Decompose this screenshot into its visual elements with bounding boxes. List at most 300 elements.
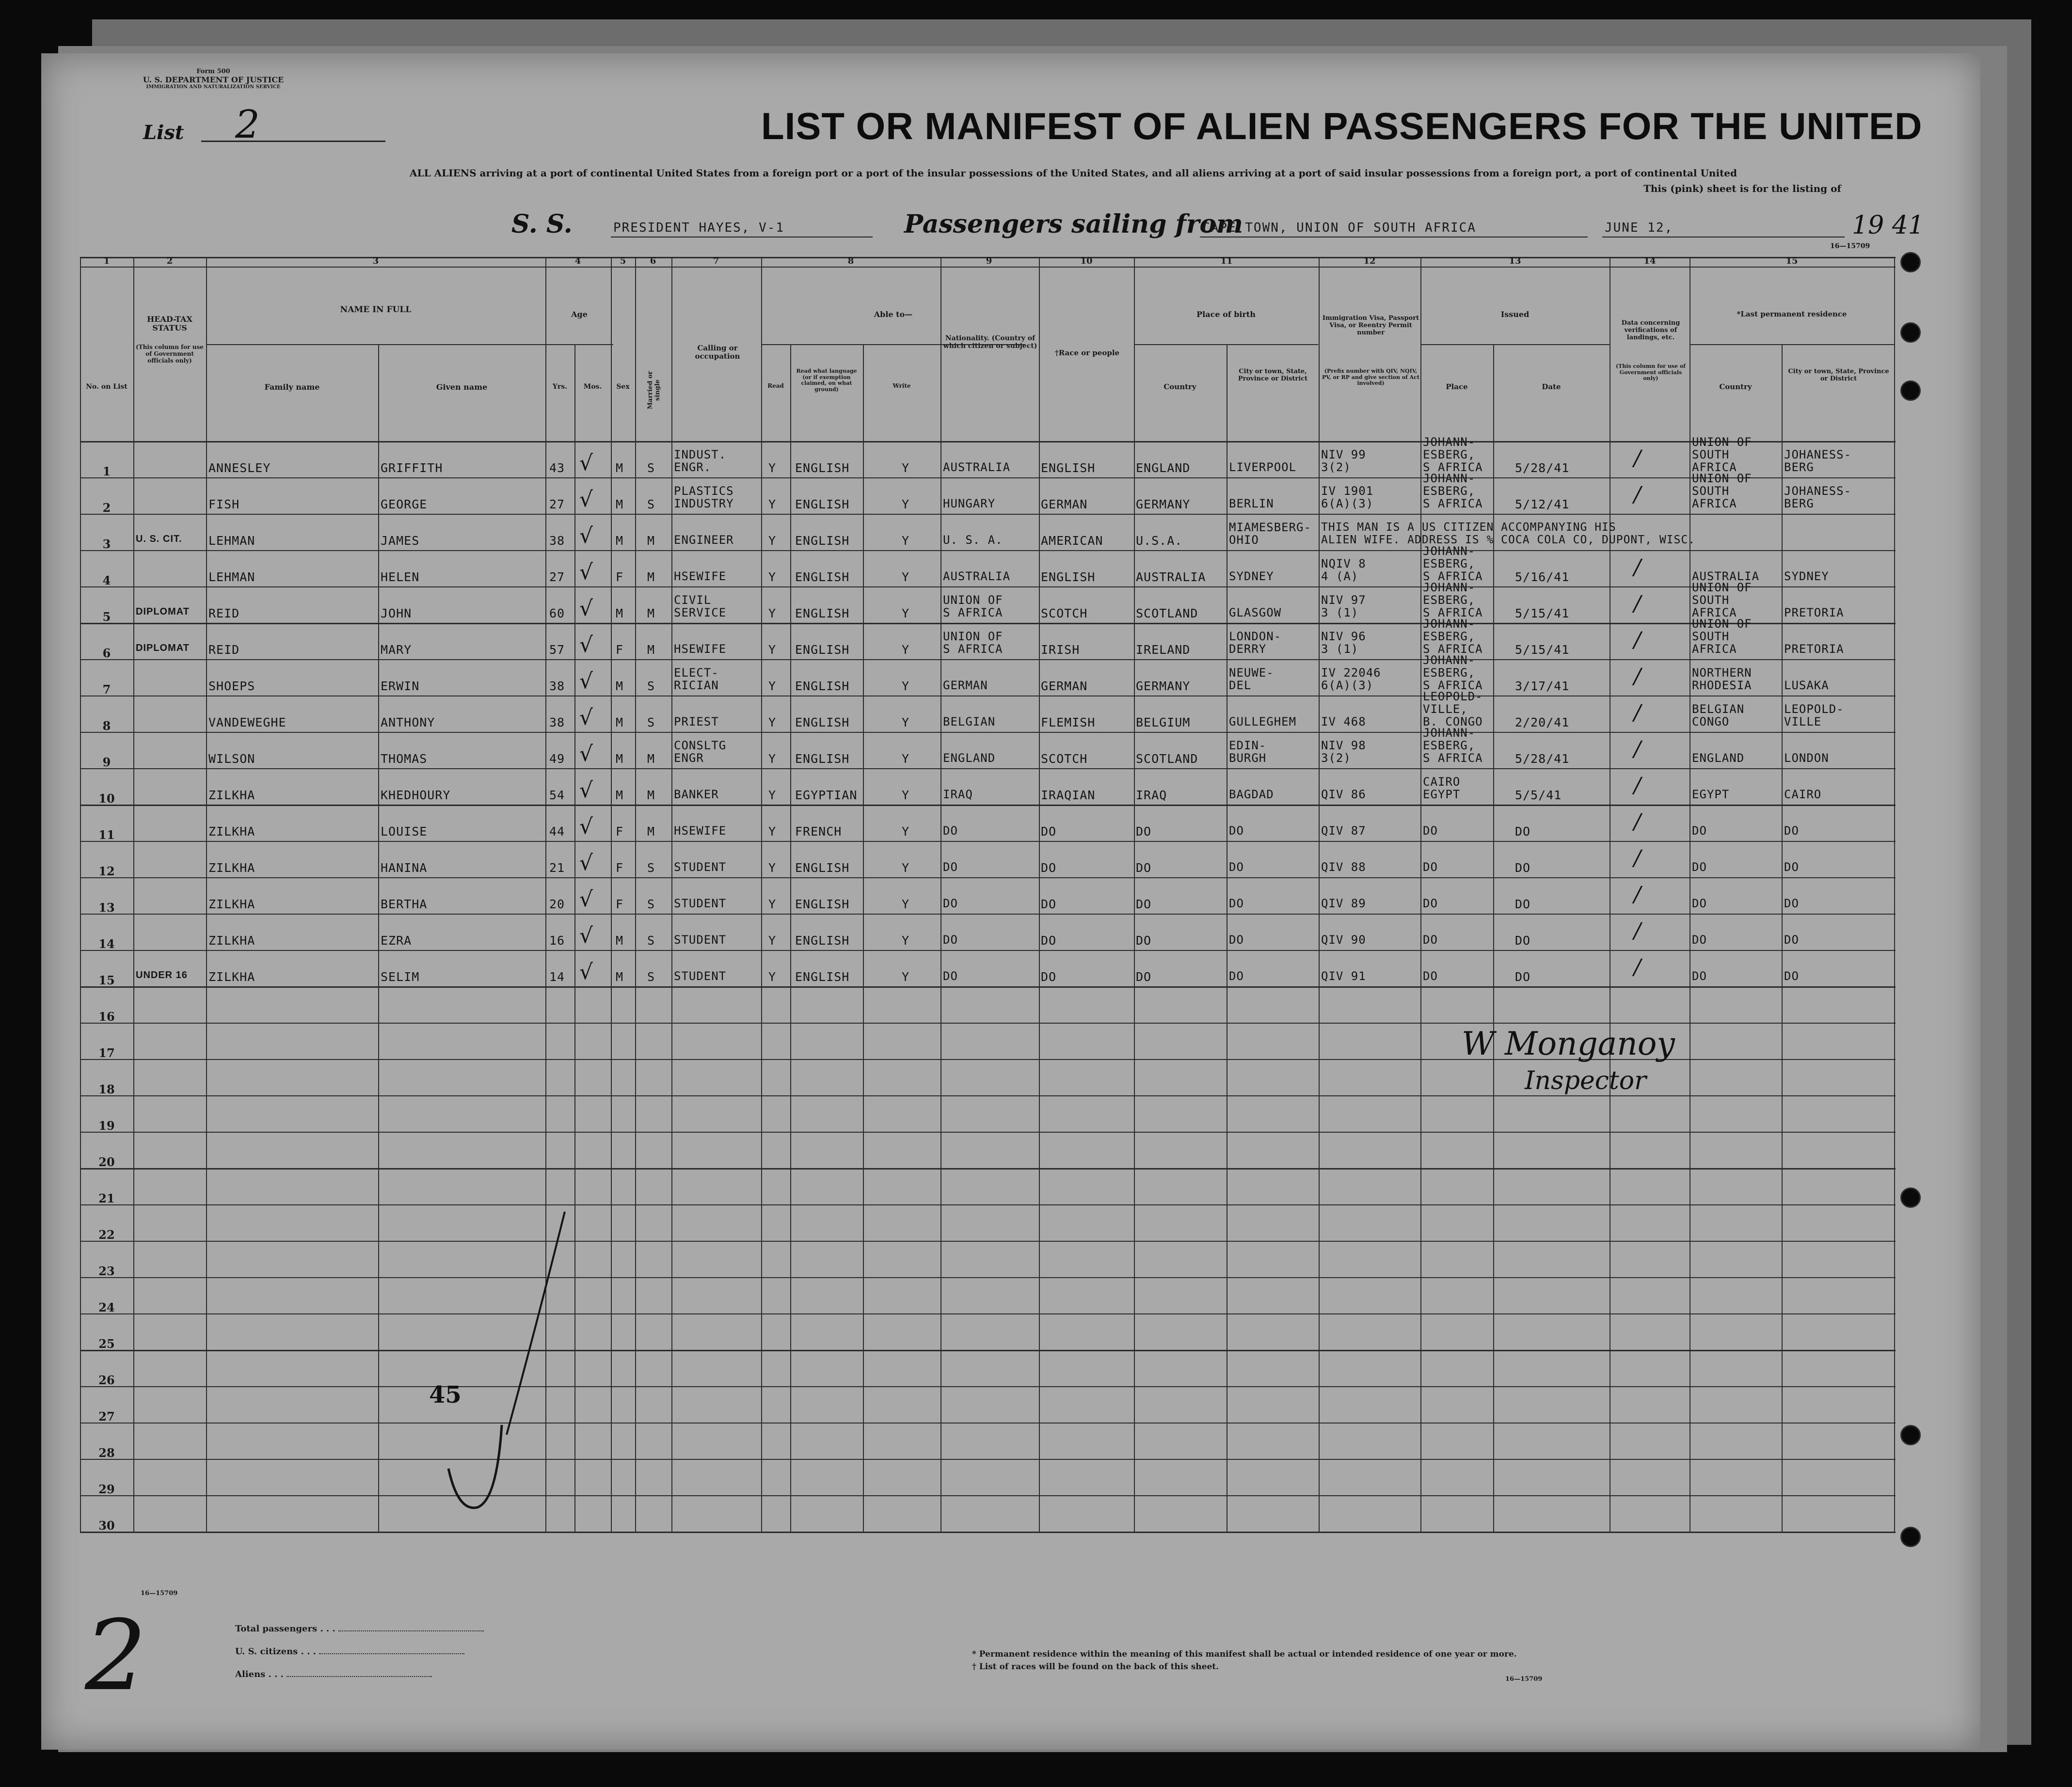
binder-hole (1900, 1425, 1921, 1445)
family-name: ZILKHA (208, 897, 255, 911)
row-divider (80, 877, 1896, 878)
row-number: 5 (102, 610, 111, 624)
column-number: 13 (1509, 256, 1521, 266)
row-number: 28 (98, 1446, 115, 1460)
binder-hole (1900, 380, 1921, 401)
issued-place: DO (1423, 969, 1438, 983)
column-divider (940, 257, 941, 1532)
birth-city: NEUWE- DEL (1229, 666, 1274, 692)
row-divider (80, 1168, 1896, 1170)
family-name: FISH (208, 497, 240, 511)
subcolumn-divider (378, 344, 379, 1532)
column-number: 3 (372, 256, 379, 266)
marital-status: M (647, 788, 655, 802)
race: DO (1041, 824, 1057, 838)
given-name: THOMAS (381, 752, 428, 766)
check-mark-icon: √ (579, 851, 593, 875)
header-no-on-list: No. on List (86, 383, 128, 391)
row-divider (80, 1313, 1896, 1314)
row-divider (80, 1023, 1896, 1024)
form-code-left: 16—15709 (141, 1590, 178, 1597)
family-name: ZILKHA (208, 861, 255, 875)
residence-country: DO (1692, 897, 1707, 910)
visa-number: QIV 91 (1321, 969, 1366, 983)
marital-status: M (647, 534, 655, 548)
row-divider (80, 950, 1896, 951)
given-name: BERTHA (381, 897, 428, 911)
nationality: AUSTRALIA (943, 460, 1011, 474)
family-name: ZILKHA (208, 933, 255, 948)
read-language: ENGLISH (795, 970, 850, 984)
sex: M (616, 933, 624, 948)
binder-hole (1900, 252, 1921, 272)
column-number: 2 (166, 256, 173, 266)
read-language: ENGLISH (795, 897, 850, 911)
check-mark-icon: / (1634, 700, 1641, 725)
can-read: Y (768, 824, 777, 838)
marital-status: M (647, 752, 655, 766)
header-visa: Immigration Visa, Passport Visa, or Reentry Permit number (1322, 315, 1419, 336)
read-language: ENGLISH (795, 933, 850, 948)
row-number: 21 (98, 1191, 115, 1205)
row-number: 24 (98, 1300, 115, 1314)
marital-status: S (647, 970, 655, 984)
issued-place: DO (1423, 897, 1438, 910)
read-language: ENGLISH (795, 861, 850, 875)
column-number-divider (80, 267, 1896, 268)
header-married: Married or single (647, 371, 661, 410)
issued-date: 5/15/41 (1515, 643, 1570, 657)
birth-country: AUSTRALIA (1136, 570, 1206, 584)
issued-place: JOHANN- ESBERG, S AFRICA (1423, 581, 1483, 619)
check-mark-icon: / (1634, 555, 1641, 580)
issued-date: 5/12/41 (1515, 497, 1570, 511)
visa-number: NIV 96 3 (1) (1321, 630, 1366, 656)
inspector-signature: W Monganoy (1462, 1025, 1675, 1062)
can-read: Y (768, 897, 777, 911)
can-write: Y (902, 534, 910, 548)
sex: M (616, 461, 624, 475)
birth-city: BERLIN (1229, 497, 1274, 510)
header-race: †Race or people (1054, 348, 1120, 357)
birth-country: SCOTLAND (1136, 752, 1198, 766)
row-divider (80, 732, 1896, 733)
ship-name: PRESIDENT HAYES, V-1 (613, 221, 785, 235)
row-divider (80, 1495, 1896, 1496)
column-number: 15 (1785, 256, 1798, 266)
visa-number: QIV 90 (1321, 933, 1366, 947)
sex: F (616, 897, 624, 911)
age-years: 57 (549, 643, 565, 657)
form-code-top: 16—15709 (1830, 242, 1870, 250)
sex: F (616, 643, 624, 657)
column-divider (1039, 257, 1040, 1532)
column-number: 1 (103, 256, 110, 266)
issued-place: DO (1423, 933, 1438, 947)
age-subheader-line (545, 344, 613, 345)
read-language: ENGLISH (795, 715, 850, 729)
header-mos: Mos. (583, 383, 602, 391)
given-name: ERWIN (381, 679, 420, 693)
row-number: 14 (98, 937, 115, 951)
totals-block (235, 1624, 484, 1692)
family-name: ZILKHA (208, 970, 255, 984)
birth-city: LIVERPOOL (1229, 460, 1297, 474)
check-mark-icon: / (1634, 664, 1641, 689)
can-write: Y (902, 570, 910, 584)
row-number: 17 (98, 1046, 115, 1060)
issued-date: DO (1515, 824, 1531, 838)
occupation: CONSLTG ENGR (674, 739, 727, 765)
visa-number: THIS MAN IS A US CITIZEN ACCOMPANYING HIS ALIEN WIFE. ADDRESS IS % COCA COLA CO, DUPONT, WISC. (1321, 521, 1696, 546)
residence-city: DO (1784, 860, 1799, 874)
visa-number: IV 1901 6(A)(3) (1321, 484, 1374, 510)
column-number: 5 (620, 256, 626, 266)
column-divider (80, 257, 81, 1532)
race: DO (1041, 933, 1057, 948)
age-years: 60 (549, 606, 565, 620)
family-name: WILSON (208, 752, 255, 766)
marital-status: M (647, 570, 655, 584)
row-number: 7 (102, 682, 111, 696)
row-number: 2 (102, 501, 111, 515)
department-name: U. S. DEPARTMENT OF JUSTICE (143, 75, 284, 84)
sailing-label: Passengers sailing from (904, 209, 1243, 239)
check-mark-icon: √ (579, 523, 593, 548)
race: GERMAN (1041, 497, 1088, 511)
occupation: ELECT- RICIAN (674, 666, 719, 692)
age-years: 38 (549, 715, 565, 729)
row-number: 25 (98, 1337, 115, 1351)
residence-city: JOHANESS- BERG (1784, 484, 1852, 510)
age-years: 16 (549, 933, 565, 948)
column-number: 7 (713, 256, 719, 266)
check-mark-icon: √ (579, 960, 593, 984)
given-name: HELEN (381, 570, 420, 584)
sex: F (616, 824, 624, 838)
occupation: CIVIL SERVICE (674, 593, 727, 619)
row-divider (80, 550, 1896, 551)
row-divider (80, 841, 1896, 842)
residence-country: EGYPT (1692, 788, 1730, 801)
read-language: FRENCH (795, 824, 842, 838)
header-name-in-full: NAME IN FULL (340, 305, 412, 315)
row-number: 8 (102, 719, 111, 733)
check-mark-icon: / (1634, 591, 1641, 616)
check-mark-icon: √ (579, 487, 593, 512)
header-birth-city: City or town, State, Province or District (1238, 368, 1308, 382)
row-divider (80, 514, 1896, 515)
issued-place: CAIRO EGYPT (1423, 775, 1461, 801)
column-divider (206, 257, 207, 1532)
column-divider (133, 257, 134, 1532)
row-number: 10 (98, 791, 115, 806)
can-read: Y (768, 933, 777, 948)
check-mark-icon: √ (579, 814, 593, 839)
check-mark-icon: √ (579, 778, 593, 803)
page-subtitle-2: This (pink) sheet is for the listing of (1643, 183, 1842, 194)
footnotes (972, 1648, 1542, 1686)
sex: F (616, 861, 624, 875)
race: GERMAN (1041, 679, 1088, 693)
race: AMERICAN (1041, 534, 1103, 548)
residence-city: LONDON (1784, 751, 1829, 765)
nationality: DO (943, 897, 958, 910)
header-residence-country: Country (1719, 382, 1752, 391)
row-divider (80, 1459, 1896, 1460)
row-number: 1 (102, 464, 111, 478)
visa-number: QIV 89 (1321, 897, 1366, 910)
birth-city: GLASGOW (1229, 606, 1282, 619)
header-issued-date: Date (1542, 382, 1561, 391)
header-bottom-border (80, 441, 1896, 443)
handwritten-count: 45 (429, 1381, 462, 1408)
row-divider (80, 1132, 1896, 1133)
row-divider (80, 659, 1896, 660)
nationality: BELGIAN (943, 715, 996, 728)
occupation: INDUST. ENGR. (674, 448, 727, 474)
column-number: 11 (1220, 256, 1233, 266)
page-title: LIST OR MANIFEST OF ALIEN PASSENGERS FOR THE UNITED (761, 105, 1923, 147)
issued-place: DO (1423, 824, 1438, 838)
row-divider (80, 1095, 1896, 1096)
issued-place: JOHANN- ESBERG, S AFRICA (1423, 472, 1483, 510)
header-read-language: Read what language (or if exemption claimed, on what ground) (796, 368, 857, 393)
issued-place: JOHANN- ESBERG, S AFRICA (1423, 435, 1483, 474)
ship-label: S. S. (511, 209, 573, 239)
row-number: 27 (98, 1409, 115, 1423)
read-language: ENGLISH (795, 497, 850, 511)
family-name: REID (208, 643, 240, 657)
column-number: 6 (650, 256, 656, 266)
row-divider (80, 477, 1896, 478)
residence-city: LUSAKA (1784, 679, 1829, 692)
occupation: PRIEST (674, 715, 719, 728)
sex: M (616, 970, 624, 984)
check-mark-icon: √ (579, 451, 593, 475)
family-name: VANDEWEGHE (208, 715, 287, 729)
header-read: Read (767, 382, 784, 389)
header-given-name: Given name (436, 382, 488, 392)
nationality: HUNGARY (943, 497, 996, 510)
check-mark-icon: / (1634, 773, 1641, 798)
race: SCOTCH (1041, 752, 1088, 766)
column-divider (611, 257, 612, 1532)
residence-country: DO (1692, 860, 1707, 874)
age-years: 27 (549, 570, 565, 584)
head-tax-status: DIPLOMAT (136, 606, 190, 617)
read-language: ENGLISH (795, 461, 850, 475)
nationality: U. S. A. (943, 533, 1003, 547)
given-name: MARY (381, 643, 412, 657)
header-able-to: Able to— (874, 310, 913, 319)
nationality: DO (943, 969, 958, 983)
row-divider (80, 1532, 1896, 1533)
race: DO (1041, 861, 1057, 875)
can-write: Y (902, 861, 910, 875)
check-mark-icon: / (1634, 846, 1641, 870)
header-nationality: Nationality. (Country of which citizen or subject) (943, 334, 1037, 350)
list-label: List (143, 121, 184, 144)
birth-country: ENGLAND (1136, 461, 1191, 475)
issued-date: 2/20/41 (1515, 715, 1570, 729)
family-name: ZILKHA (208, 788, 255, 802)
row-divider (80, 623, 1896, 624)
residence-country: AUSTRALIA (1692, 569, 1760, 583)
nationality: DO (943, 933, 958, 947)
age-years: 49 (549, 752, 565, 766)
row-divider (80, 986, 1896, 988)
list-number: 2 (235, 102, 260, 147)
occupation: STUDENT (674, 933, 727, 947)
can-write: Y (902, 461, 910, 475)
age-years: 38 (549, 534, 565, 548)
given-name: HANINA (381, 861, 428, 875)
issued-date: 5/5/41 (1515, 788, 1562, 802)
issued-date: 5/16/41 (1515, 570, 1570, 584)
can-write: Y (902, 715, 910, 729)
birth-city: SYDNEY (1229, 569, 1274, 583)
marital-status: M (647, 643, 655, 657)
issued-subheader-line (1420, 344, 1610, 345)
column-number: 9 (986, 256, 992, 266)
can-read: Y (768, 970, 777, 984)
header-landing-note: (This column for use of Government officials only) (1615, 363, 1686, 382)
issued-date: 5/28/41 (1515, 461, 1570, 475)
header-family-name: Family name (264, 382, 320, 392)
us-citizens-label: U. S. citizens . . . (235, 1646, 484, 1657)
family-name: ZILKHA (208, 824, 255, 838)
race: DO (1041, 970, 1057, 984)
check-mark-icon: / (1634, 628, 1641, 652)
header-age: Age (571, 310, 588, 319)
read-language: ENGLISH (795, 752, 850, 766)
header-sex: Sex (616, 383, 630, 391)
row-divider (80, 1277, 1896, 1278)
binder-hole (1900, 322, 1921, 343)
footnote-residence: * Permanent residence within the meaning of this manifest shall be actual or intended residence of one year or more. (972, 1649, 1517, 1659)
can-write: Y (902, 497, 910, 511)
sex: F (616, 570, 624, 584)
residence-country: UNION OF SOUTH AFRICA (1692, 617, 1752, 656)
birth-country: GERMANY (1136, 497, 1191, 511)
residence-country: DO (1692, 933, 1707, 947)
header-issued: Issued (1500, 310, 1530, 319)
can-write: Y (902, 788, 910, 802)
occupation: HSEWIFE (674, 824, 727, 838)
can-write: Y (902, 933, 910, 948)
check-mark-icon: √ (579, 705, 593, 730)
can-read: Y (768, 606, 777, 620)
row-divider (80, 1386, 1896, 1387)
subcolumn-divider (863, 344, 864, 1532)
birth-subheader-line (1134, 344, 1318, 345)
residence-city: LEOPOLD- VILLE (1784, 702, 1844, 728)
read-language: ENGLISH (795, 570, 850, 584)
family-name: SHOEPS (208, 679, 255, 693)
header-landing-data: Data concerning verifications of landings, etc. (1621, 319, 1680, 341)
family-name: REID (208, 606, 240, 620)
check-mark-icon: √ (579, 742, 593, 766)
can-read: Y (768, 788, 777, 802)
check-mark-icon: √ (579, 923, 593, 948)
header-birth-country: Country (1164, 382, 1196, 391)
birth-city: DO (1229, 824, 1244, 838)
issued-date: 5/28/41 (1515, 752, 1570, 766)
sex: M (616, 752, 624, 766)
check-mark-icon: / (1634, 882, 1641, 907)
residence-city: CAIRO (1784, 788, 1822, 801)
issued-place: DO (1423, 860, 1438, 874)
sailing-year: 19 41 (1852, 211, 1924, 240)
marital-status: S (647, 897, 655, 911)
can-read: Y (768, 534, 777, 548)
can-read: Y (768, 497, 777, 511)
can-write: Y (902, 970, 910, 984)
departure-port: CAPE TOWN, UNION OF SOUTH AFRICA (1202, 221, 1476, 235)
birth-city: DO (1229, 860, 1244, 874)
birth-city: BAGDAD (1229, 788, 1274, 801)
column-number: 4 (574, 256, 581, 266)
read-language: ENGLISH (795, 534, 850, 548)
age-years: 38 (549, 679, 565, 693)
birth-country: DO (1136, 970, 1152, 984)
column-divider (1689, 257, 1690, 1532)
residence-country: UNION OF SOUTH AFRICA (1692, 581, 1752, 619)
row-number: 20 (98, 1155, 115, 1169)
form-number: Form 500 (196, 68, 230, 75)
marital-status: S (647, 497, 655, 511)
issued-date: DO (1515, 897, 1531, 911)
name-subheader-line (206, 344, 545, 345)
list-underline (201, 141, 385, 142)
column-divider (1319, 257, 1320, 1532)
aliens-label: Aliens . . . (235, 1669, 484, 1679)
pen-stroke-icon (478, 1207, 574, 1439)
can-write: Y (902, 643, 910, 657)
row-divider (80, 805, 1896, 806)
sex: M (616, 497, 624, 511)
marital-status: S (647, 679, 655, 693)
check-mark-icon: / (1634, 809, 1641, 834)
inspector-title: Inspector (1525, 1066, 1646, 1095)
given-name: JAMES (381, 534, 420, 548)
row-number: 16 (98, 1010, 115, 1024)
residence-city: DO (1784, 897, 1799, 910)
birth-country: IRAQ (1136, 788, 1167, 802)
check-mark-icon: / (1634, 918, 1641, 943)
birth-country: DO (1136, 897, 1152, 911)
header-write: Write (893, 382, 911, 389)
occupation: HSEWIFE (674, 642, 727, 656)
birth-country: GERMANY (1136, 679, 1191, 693)
row-number: 4 (102, 573, 111, 587)
head-tax-status: U. S. CIT. (136, 534, 182, 544)
row-number: 11 (98, 828, 115, 842)
nationality: GERMAN (943, 679, 988, 692)
age-years: 14 (549, 970, 565, 984)
race: IRISH (1041, 643, 1080, 657)
residence-country: BELGIAN CONGO (1692, 702, 1745, 728)
age-years: 27 (549, 497, 565, 511)
issued-place: JOHANN- ESBERG, S AFRICA (1423, 544, 1483, 583)
residence-city: DO (1784, 969, 1799, 983)
page-subtitle: ALL ALIENS arriving at a port of continental United States from a foreign port or a port of the insular possessions of the United States, and all aliens arriving at a port of said insular possessions from a foreign port, a port of continental United (410, 167, 1737, 179)
row-number: 13 (98, 901, 115, 915)
footnote-races: † List of races will be found on the back of this sheet. (972, 1662, 1219, 1672)
subcolumn-divider (574, 344, 575, 1532)
occupation: STUDENT (674, 969, 727, 983)
